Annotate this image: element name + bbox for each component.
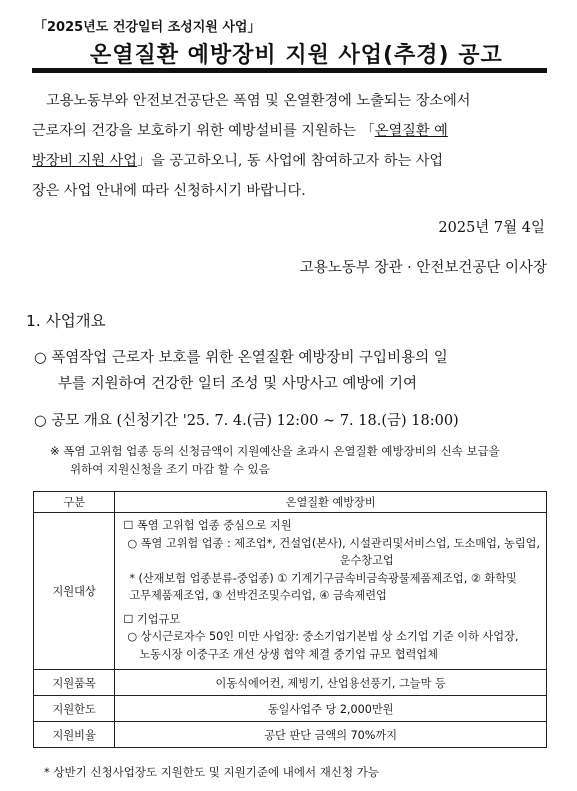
target-line: ○ 상시근로자수 50인 미만 사업장: 중소기업기본법 상 소기업 기준 이하 사업장,	[127, 630, 519, 643]
signer: 고용노동부 장관 · 안전보건공단 이사장	[299, 260, 547, 276]
intro-line-2-text: 근로자의 건강을 보호하기 위한 예방설비를 지원하는 「	[32, 123, 375, 139]
rate-value: 공단 판단 금액의 70%까지	[115, 722, 547, 748]
table-header-row	[34, 492, 547, 513]
target-line: 고무제품제조업, ③ 선박건조및수리업, ④ 금속제련업	[129, 589, 387, 602]
program-name-part-1: 온열질환 예	[374, 123, 448, 139]
header-equipment: 온열질환 예방장비	[115, 492, 547, 513]
early-close-note-line-2: 위하여 지원신청을 조기 마감 할 수 있음	[70, 462, 270, 476]
table-row-rate	[34, 722, 547, 748]
announcement-date: 2025년 7월 4일	[438, 220, 545, 236]
intro-line-2	[32, 116, 547, 146]
target-line: ☐ 기업규모	[123, 612, 181, 626]
intro-line-3-text: 」을 공고하오니, 동 사업에 참여하고자 하는 사업	[136, 153, 444, 169]
rate-label: 지원비율	[34, 722, 115, 748]
items-label: 지원품목	[34, 670, 115, 696]
limit-label: 지원한도	[34, 696, 115, 722]
support-overview-table	[33, 491, 547, 748]
title-underline-bar	[32, 68, 547, 73]
intro-paragraph	[32, 86, 547, 206]
target-content	[115, 513, 547, 670]
page-title: 온열질환 예방장비 지원 사업(추경) 공고	[90, 43, 503, 68]
target-line: 운수창고업	[339, 554, 394, 567]
target-line: * (산재보험 업종분류-중업종) ① 기계기구금속비금속광물제품제조업, ② 화학및	[129, 571, 517, 585]
bullet-application-period: ○ 공모 개요 (신청기간 '25. 7. 4.(금) 12:00 ~ 7. 18.(금) 18:00)	[34, 413, 459, 429]
target-line: ○ 폭염 고위험 업종 : 제조업*, 건설업(본사), 시설관리및서비스업, 도소매업, 농림업,	[127, 536, 540, 550]
limit-value: 동일사업주 당 2,000만원	[115, 696, 547, 722]
table-row-items	[34, 670, 547, 696]
program-name-part-2: 방장비 지원 사업	[32, 153, 137, 169]
intro-line-4: 장은 사업 안내에 따라 신청하시기 바랍니다.	[32, 183, 306, 199]
target-label: 지원대상	[34, 513, 115, 670]
target-line: 노동시장 이중구조 개선 상생 협약 체결 중기업 규모 협력업체	[139, 647, 438, 661]
early-close-note-line-1: ※ 폭염 고위험 업종 등의 신청금액이 지원예산을 초과시 온열질환 예방장비의 신속 보급을	[50, 444, 500, 458]
table-row-limit	[34, 696, 547, 722]
bullet-purpose-line-2: 부를 지원하여 건강한 일터 조성 및 사망사고 예방에 기여	[58, 376, 418, 392]
items-value: 이동식에어컨, 제빙기, 산업용선풍기, 그늘막 등	[115, 670, 547, 696]
intro-line-3	[32, 146, 547, 176]
header-tag: 「2025년도 건강일터 조성지원 사업」	[34, 20, 261, 35]
table-row-target	[34, 513, 547, 670]
footnote: * 상반기 신청사업장도 지원한도 및 지원기준에 내에서 재신청 가능	[44, 765, 379, 779]
target-line: ☐ 폭염 고위험 업종 중심으로 지원	[123, 519, 292, 532]
header-category: 구분	[34, 492, 115, 513]
intro-line-1: 고용노동부와 안전보건공단은 폭염 및 온열환경에 노출되는 장소에서	[46, 93, 471, 109]
bullet-purpose-line-1: ○ 폭염작업 근로자 보호를 위한 온열질환 예방장비 구입비용의 일	[34, 350, 448, 366]
section-1-title: 1. 사업개요	[26, 312, 106, 330]
